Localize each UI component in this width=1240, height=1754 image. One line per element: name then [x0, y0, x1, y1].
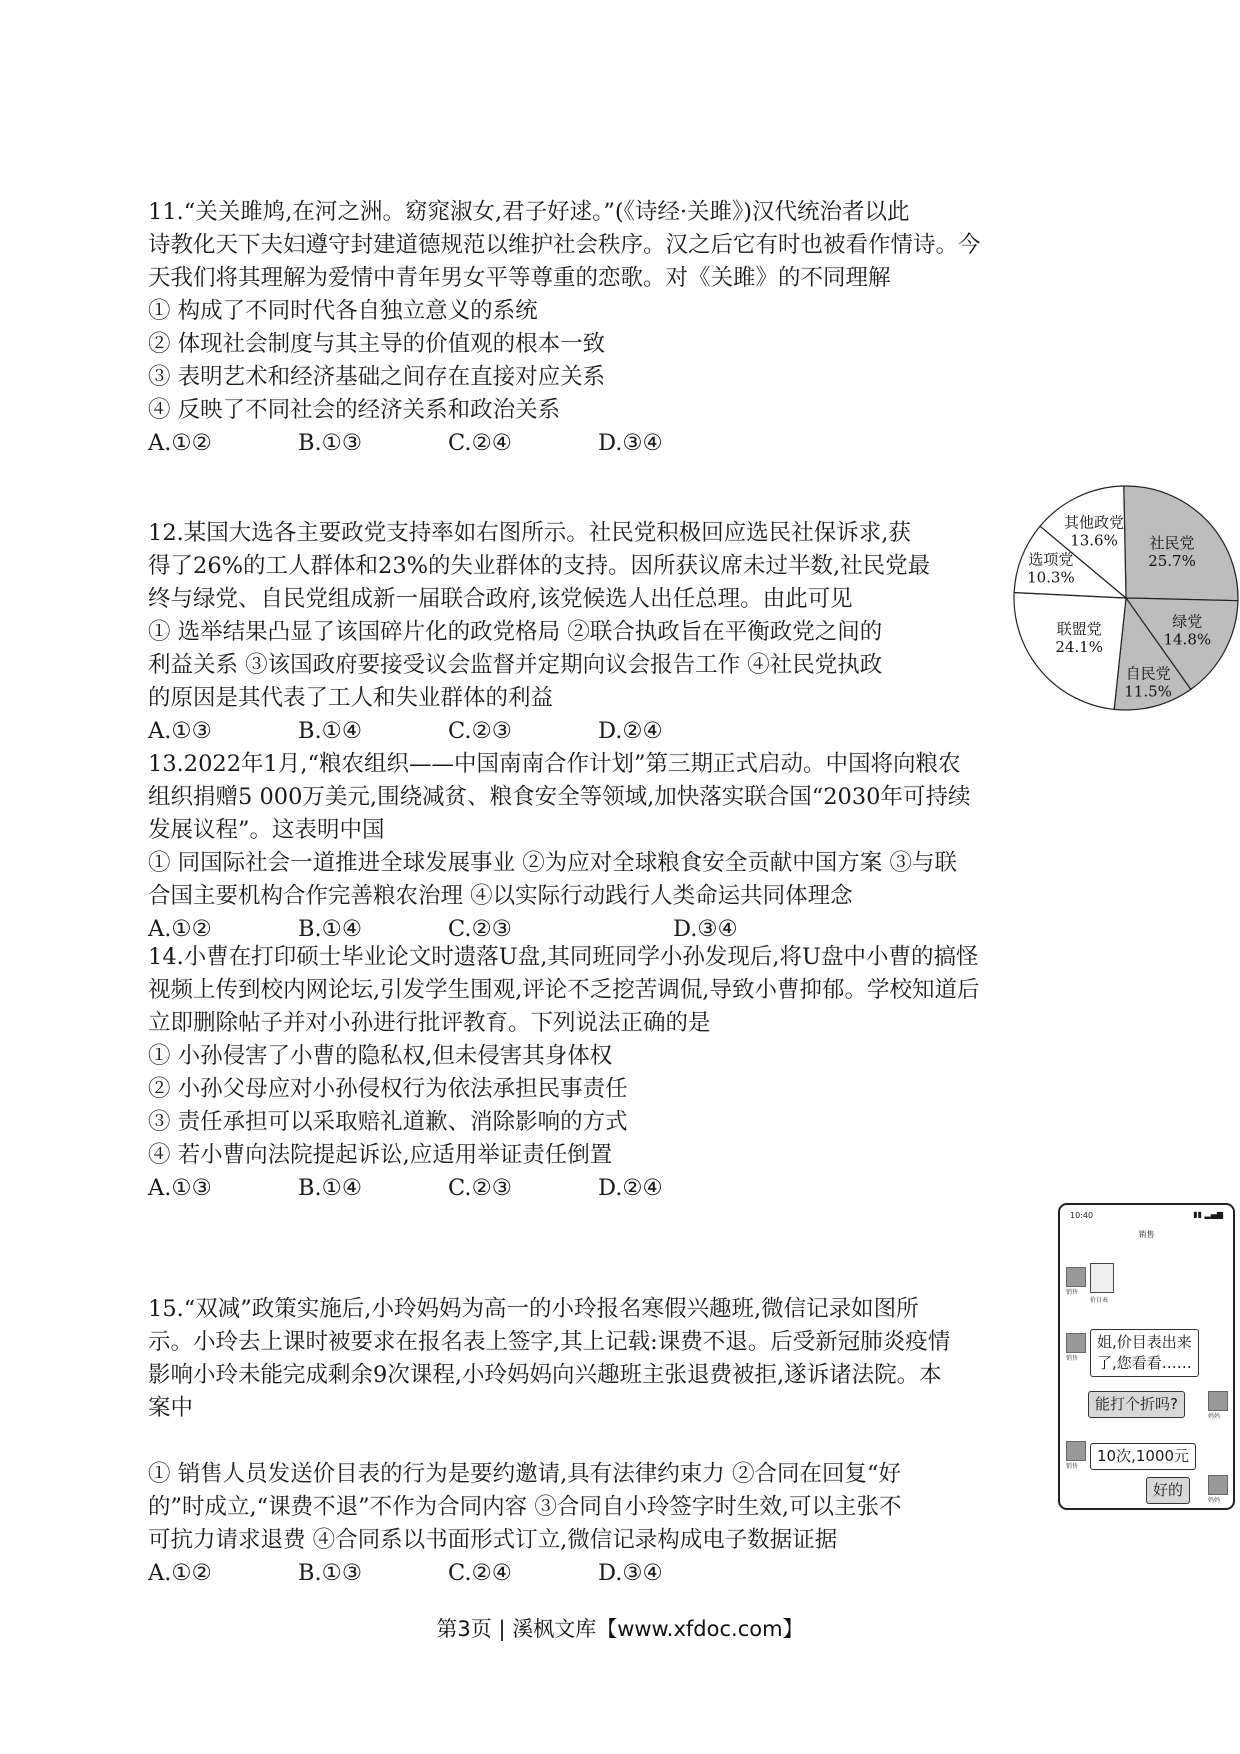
q15-line: 案中: [148, 1395, 194, 1421]
q14-line: 视频上传到校内网论坛,引发学生围观,评论不乏挖苦调侃,导致小曹抑郁。学校知道后: [148, 977, 980, 1003]
bubble-text: 姐,价目表出来: [1097, 1333, 1192, 1351]
chat-bubble-sender: [1090, 1329, 1199, 1377]
q11-line: ① 构成了不同时代各自独立意义的系统: [148, 298, 538, 324]
q15-line: 15.“双减”政策实施后,小玲妈妈为高一的小玲报名寒假兴趣班,微信记录如图所: [148, 1296, 919, 1322]
wechat-chat-screenshot: [1058, 1203, 1235, 1510]
q11-line: ② 体现社会制度与其主导的价值观的根本一致: [148, 331, 606, 357]
question-14: [148, 941, 979, 1205]
q14-line: ① 小孙侵害了小曹的隐私权,但未侵害其身体权: [148, 1043, 613, 1069]
q13-line: 发展议程”。这表明中国: [148, 817, 385, 843]
q15-options: [148, 1557, 950, 1590]
option-d: D.③④: [598, 1560, 663, 1586]
pie-slice-label: 其他政党: [1064, 513, 1125, 532]
sender-avatar: [1066, 1333, 1086, 1353]
option-c: C.②④: [448, 1560, 512, 1586]
question-11: [148, 196, 981, 460]
bubble-text: 了,您看看……: [1097, 1354, 1192, 1372]
receiver-name: 妈妈: [1208, 1497, 1221, 1504]
q11-line: ④ 反映了不同社会的经济关系和政治关系: [148, 397, 561, 423]
q11-line: 11.“关关雎鸠,在河之洲。窈窕淑女,君子好逑。”(《诗经·关雎》)汉代统治者以此: [148, 199, 910, 225]
option-c: C.②③: [448, 916, 512, 942]
question-15: [148, 1293, 950, 1590]
question-12: [148, 517, 930, 748]
phone-time: 10:40: [1070, 1211, 1094, 1220]
option-b: B.①④: [298, 718, 363, 744]
excel-file-icon: [1090, 1263, 1114, 1293]
chat-title: 销售: [1138, 1230, 1155, 1239]
q12-line: 得了26%的工人群体和23%的失业群体的支持。因所获议席未过半数,社民党最: [148, 553, 931, 579]
sender-name: 销售: [1066, 1463, 1079, 1470]
q13-line: 合国主要机构合作完善粮农治理 ④以实际行动践行人类命运共同体理念: [148, 883, 853, 909]
option-b: B.①③: [298, 430, 363, 456]
party-support-pie-chart: [1010, 482, 1240, 714]
pie-slice-label: 自民党: [1125, 664, 1171, 683]
q13-line: 组织捐赠5 000万美元,围绕减贫、粮食安全等领域,加快落实联合国“2030年可持续: [148, 784, 971, 810]
chat-bubble-sender: [1090, 1443, 1196, 1470]
q14-line: ② 小孙父母应对小孙侵权行为依法承担民事责任: [148, 1076, 628, 1102]
bubble-text: 10次,1000元: [1097, 1447, 1190, 1465]
q11-line: 诗教化天下夫妇遵守封建道德规范以维护社会秩序。汉之后它有时也被看作情诗。今: [148, 232, 981, 258]
option-d: D.②④: [598, 718, 663, 744]
option-b: B.①④: [298, 1175, 363, 1201]
question-13: [148, 748, 970, 946]
bubble-text: 能打个折吗?: [1095, 1395, 1178, 1413]
q15-line: [148, 1425, 950, 1458]
q12-line: 的原因是其代表了工人和失业群体的利益: [148, 685, 554, 711]
q15-line: 影响小玲未能完成剩余9次课程,小玲妈妈向兴趣班主张退费被拒,遂诉诸法院。本: [148, 1362, 942, 1388]
q14-line: 14.小曹在打印硕士毕业论文时遗落U盘,其同班同学小孙发现后,将U盘中小曹的搞怪: [148, 944, 979, 970]
q11-options: [148, 427, 981, 460]
option-d: D.③④: [598, 430, 663, 456]
receiver-name: 妈妈: [1208, 1413, 1221, 1420]
pie-slice-value: 24.1%: [1055, 638, 1104, 657]
sender-name: 销售: [1066, 1289, 1079, 1296]
option-a: A.①③: [148, 1175, 212, 1201]
pie-slice-label: 社民党: [1149, 534, 1195, 553]
q11-line: ③ 表明艺术和经济基础之间存在直接对应关系: [148, 364, 606, 390]
page-footer: 第3页 | 溪枫文库【www.xfdoc.com】: [436, 1617, 804, 1641]
option-c: C.②③: [448, 718, 512, 744]
q15-line: ① 销售人员发送价目表的行为是要约邀请,具有法律约束力 ②合同在回复“好: [148, 1461, 901, 1487]
pie-slice-value: 14.8%: [1163, 630, 1212, 649]
option-a: A.①②: [148, 430, 212, 456]
option-b: B.①④: [298, 916, 363, 942]
chat-bubble-receiver: [1088, 1391, 1185, 1418]
q14-options: [148, 1172, 979, 1205]
sender-avatar: [1066, 1267, 1086, 1287]
pie-slice-value: 10.3%: [1027, 568, 1075, 587]
q15-line: 可抗力请求退费 ④合同系以书面形式订立,微信记录构成电子数据证据: [148, 1527, 838, 1553]
option-a: A.①②: [148, 1560, 212, 1586]
pie-slice-value: 13.6%: [1070, 531, 1118, 550]
q13-line: 13.2022年1月,“粮农组织——中国南南合作计划”第三期正式启动。中国将向粮农: [148, 751, 961, 777]
pie-slice-value: 11.5%: [1124, 682, 1172, 701]
pie-slice-value: 25.7%: [1148, 552, 1196, 571]
bubble-text: 好的: [1153, 1481, 1184, 1499]
q12-line: ① 选举结果凸显了该国碎片化的政党格局 ②联合执政旨在平衡政党之间的: [148, 619, 883, 645]
q13-line: ① 同国际社会一道推进全球发展事业 ②为应对全球粮食安全贡献中国方案 ③与联: [148, 850, 957, 876]
option-d: D.②④: [598, 1175, 663, 1201]
option-c: C.②④: [448, 430, 512, 456]
option-c: C.②③: [448, 1175, 512, 1201]
pie-slice-label: 绿党: [1172, 612, 1203, 631]
receiver-avatar: [1208, 1391, 1228, 1411]
option-d: D.③④: [673, 916, 738, 942]
q12-line: 终与绿党、自民党组成新一届联合政府,该党候选人出任总理。由此可见: [148, 586, 853, 612]
q14-line: ③ 责任承担可以采取赔礼道歉、消除影响的方式: [148, 1109, 628, 1135]
chat-bubble-receiver: [1146, 1477, 1190, 1504]
signal-battery-icon: ▮▮ ▂▄▆: [1193, 1210, 1223, 1219]
q15-line: 的”时成立,“课费不退”不作为合同内容 ③合同自小玲签字时生效,可以主张不: [148, 1494, 902, 1520]
q12-line: 利益关系 ③该国政府要接受议会监督并定期向议会报告工作 ④社民党执政: [148, 652, 883, 678]
q12-line: 12.某国大选各主要政党支持率如右图所示。社民党积极回应选民社保诉求,获: [148, 520, 911, 546]
sender-name: 销售: [1066, 1355, 1079, 1362]
pie-slice-label: 选项党: [1028, 550, 1074, 569]
q14-line: ④ 若小曹向法院提起诉讼,应适用举证责任倒置: [148, 1142, 613, 1168]
option-a: A.①③: [148, 718, 212, 744]
pie-slice-label: 联盟党: [1056, 620, 1102, 639]
option-b: B.①③: [298, 1560, 363, 1586]
q11-line: 天我们将其理解为爱情中青年男女平等尊重的恋歌。对《关雎》的不同理解: [148, 265, 891, 291]
option-a: A.①②: [148, 916, 212, 942]
q14-line: 立即删除帖子并对小孙进行批评教育。下列说法正确的是: [148, 1010, 711, 1036]
q15-line: 示。小玲去上课时被要求在报名表上签字,其上记载:课费不退。后受新冠肺炎疫情: [148, 1329, 951, 1355]
q12-options: [148, 715, 930, 748]
sender-avatar: [1066, 1441, 1086, 1461]
receiver-avatar: [1208, 1475, 1228, 1495]
file-label: 价目表: [1090, 1297, 1109, 1304]
